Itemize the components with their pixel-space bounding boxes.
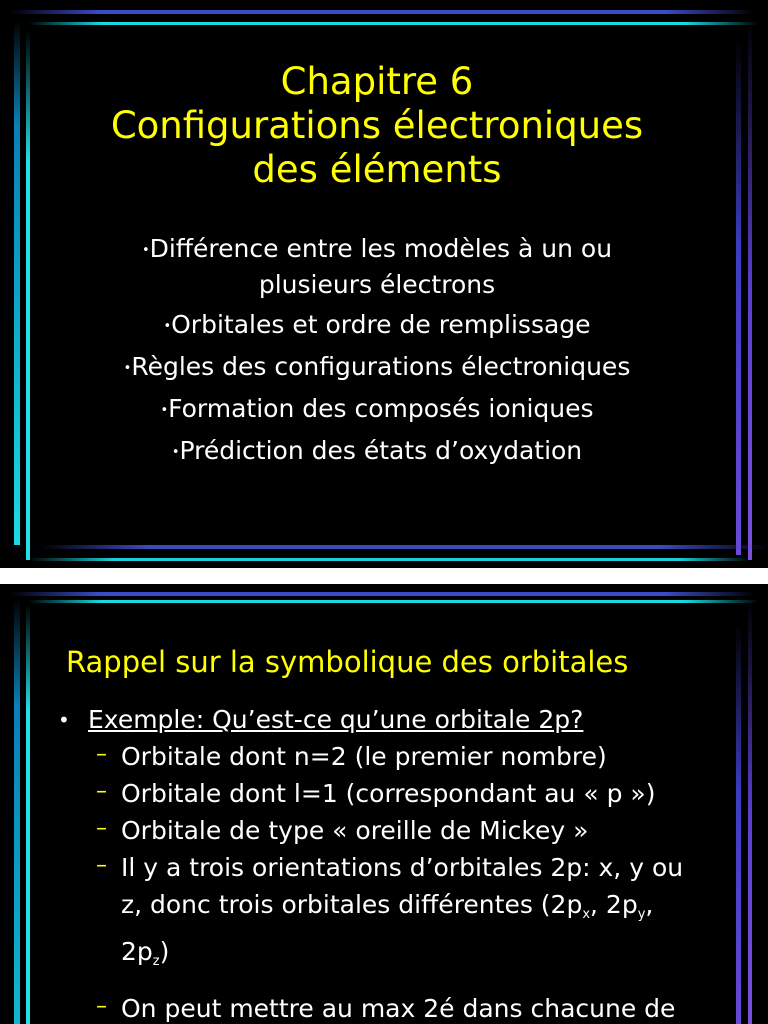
- text-run: z, donc trois orbitales différentes (2p: [121, 890, 583, 919]
- sub-bullet-text: [121, 886, 748, 933]
- bullet-text: Différence entre les modèles à un ou: [149, 234, 613, 263]
- decorative-line: [28, 600, 758, 603]
- bullet-list: [40, 230, 714, 474]
- decorative-bar: [14, 598, 20, 1024]
- bullet-item: [40, 390, 714, 428]
- text-run: ): [159, 937, 170, 966]
- bullet-marker: •: [123, 361, 132, 376]
- decorative-bar: [26, 30, 30, 560]
- sub-bullet-item: [58, 990, 748, 1024]
- title-line: des éléments: [252, 148, 502, 191]
- text-run: , 2p: [590, 890, 638, 919]
- slide-title: Rappel sur la symbolique des orbitales: [66, 645, 629, 679]
- title-line: Configurations électroniques: [110, 104, 644, 147]
- bullet-item: [40, 348, 714, 386]
- bullet-marker: •: [171, 445, 180, 460]
- dash-marker: –: [96, 779, 107, 804]
- bullet-item: [40, 230, 714, 302]
- slide-title: [40, 60, 714, 192]
- slide-2: [0, 584, 768, 1024]
- sub-bullet-text: Orbitale dont l=1 (correspondant au « p »): [121, 779, 656, 808]
- decorative-bar: [736, 40, 741, 555]
- sub-bullet-item: [58, 738, 748, 775]
- decorative-line: [28, 558, 750, 561]
- bullet-marker: •: [160, 403, 169, 418]
- bullet-text: Formation des composés ioniques: [168, 394, 594, 423]
- bullet-text: Règles des configurations électroniques: [131, 352, 631, 381]
- bullet-item: [40, 306, 714, 344]
- decorative-line: [40, 545, 768, 549]
- decorative-bar: [748, 20, 752, 560]
- bullet-marker: •: [58, 708, 70, 732]
- sub-bullet-item: [58, 812, 748, 849]
- decorative-bar: [14, 20, 20, 545]
- sub-bullet-item: [58, 775, 748, 812]
- sub-bullet-text: Orbitale dont n=2 (le premier nombre): [121, 742, 607, 771]
- title-line: Chapitre 6: [280, 60, 474, 103]
- dash-marker: –: [96, 853, 107, 878]
- bullet-text: plusieurs électrons: [258, 270, 496, 299]
- bullet-text: Orbitales et ordre de remplissage: [171, 310, 591, 339]
- sub-bullet-item: [58, 849, 748, 980]
- bullet-text: Prédiction des états d’oxydation: [179, 436, 583, 465]
- bullet-item: [58, 702, 748, 738]
- bullet-text: Exemple: Qu’est-ce qu’une orbitale 2p?: [88, 705, 584, 734]
- text-run: 2p: [121, 937, 153, 966]
- decorative-line: [10, 592, 755, 596]
- bullet-item: [40, 432, 714, 470]
- text-run: ,: [645, 890, 654, 919]
- bullet-marker: •: [163, 319, 172, 334]
- decorative-line: [28, 22, 758, 25]
- decorative-bar: [748, 600, 752, 1024]
- subscript: z: [152, 954, 160, 969]
- slide-separator: [0, 568, 768, 584]
- sub-bullet-text: Orbitale de type « oreille de Mickey »: [121, 816, 589, 845]
- sub-bullet-text: On peut mettre au max 2é dans chacune de: [121, 994, 676, 1023]
- subscript: y: [637, 907, 646, 922]
- slide-content: [58, 702, 748, 1024]
- subscript: x: [582, 907, 591, 922]
- bullet-marker: •: [141, 243, 150, 258]
- sub-bullet-text: [121, 933, 748, 980]
- dash-marker: –: [96, 742, 107, 767]
- decorative-line: [10, 10, 755, 14]
- decorative-bar: [26, 604, 30, 1024]
- dash-marker: –: [96, 994, 107, 1019]
- dash-marker: –: [96, 816, 107, 841]
- sub-bullet-text: Il y a trois orientations d’orbitales 2p: x, y ou: [121, 853, 684, 882]
